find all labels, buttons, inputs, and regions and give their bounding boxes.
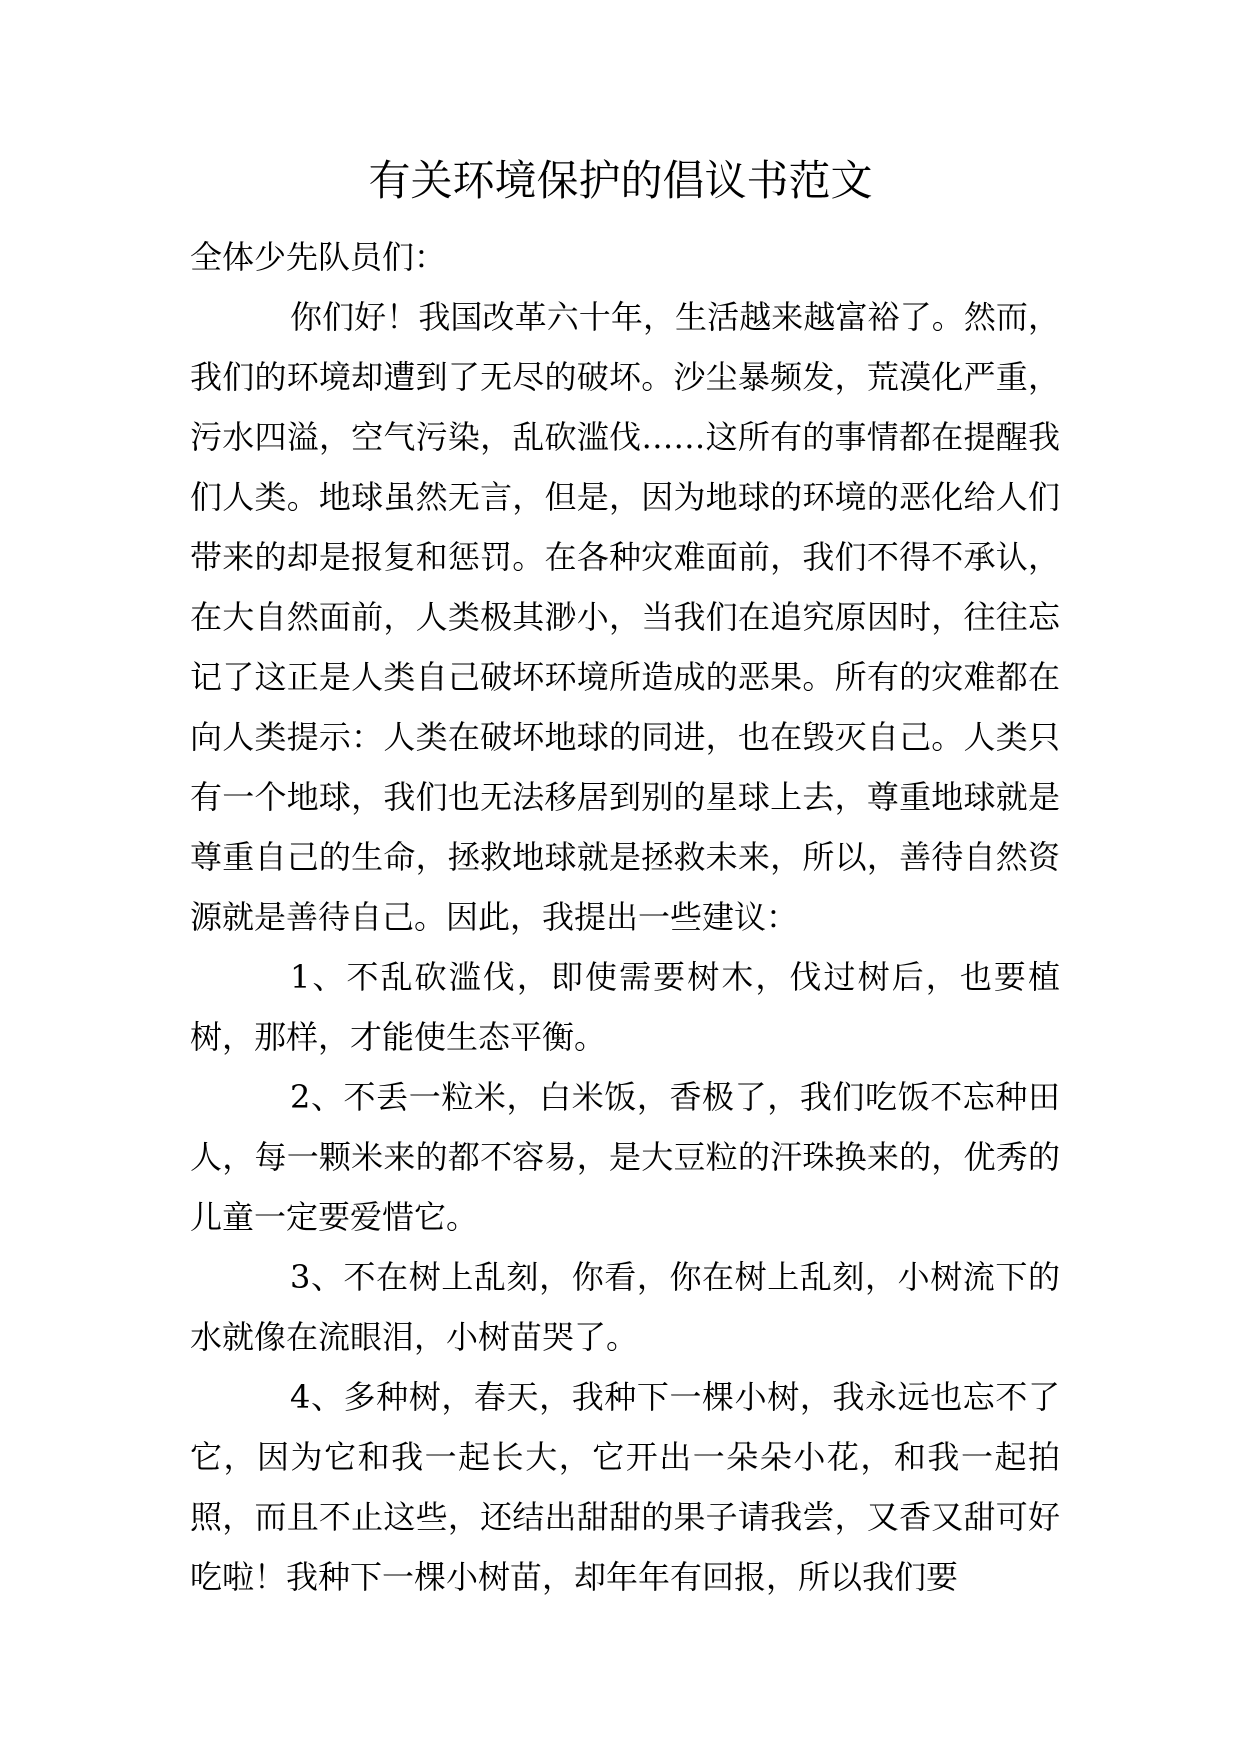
paragraph-suggestion-4: 4、多种树，春天，我种下一棵小树，我永远也忘不了它，因为它和我一起长大，它开出一朵朵小花，和我一起拍照，而且不止这些，还结出甜甜的果子请我尝，又香又甜可好吃啦！我种下一棵小树苗，却年年有回报，所以我们要 — [190, 1378, 1060, 1596]
paragraph-suggestion-3: 3、不在树上乱刻，你看，你在树上乱刻，小树流下的水就像在流眼泪，小树苗哭了。 — [190, 1258, 1060, 1356]
paragraph-intro: 你们好！我国改革六十年，生活越来越富裕了。然而，我们的环境却遭到了无尽的破坏。沙尘暴频发，荒漠化严重，污水四溢，空气污染，乱砍滥伐……这所有的事情都在提醒我们人类。地球虽然无言，但是，因为地球的环境的恶化给人们带来的却是报复和惩罚。在各种灾难面前，我们不得不承认，在大自然面前，人类极其渺小，当我们在追究原因时，往往忘记了这正是人类自己破坏环境所造成的恶果。所有的灾难都在向人类提示：人类在破坏地球的同进，也在毁灭自己。人类只有一个地球，我们也无法移居到别的星球上去，尊重地球就是尊重自己的生命，拯救地球就是拯救未来，所以，善待自然资源就是善待自己。因此，我提出一些建议： — [190, 298, 1060, 936]
document-title: 有关环境保护的倡议书范文 — [368, 156, 873, 205]
salutation: 全体少先队员们： — [190, 238, 447, 276]
paragraph-suggestion-2: 2、不丢一粒米，白米饭，香极了，我们吃饭不忘种田人，每一颗米来的都不容易，是大豆粒的汗珠换来的，优秀的儿童一定要爱惜它。 — [190, 1078, 1060, 1236]
document-body — [190, 227, 1060, 1607]
paragraph-suggestion-1: 1、不乱砍滥伐，即使需要树木，伐过树后，也要植树，那样，才能使生态平衡。 — [190, 958, 1060, 1056]
